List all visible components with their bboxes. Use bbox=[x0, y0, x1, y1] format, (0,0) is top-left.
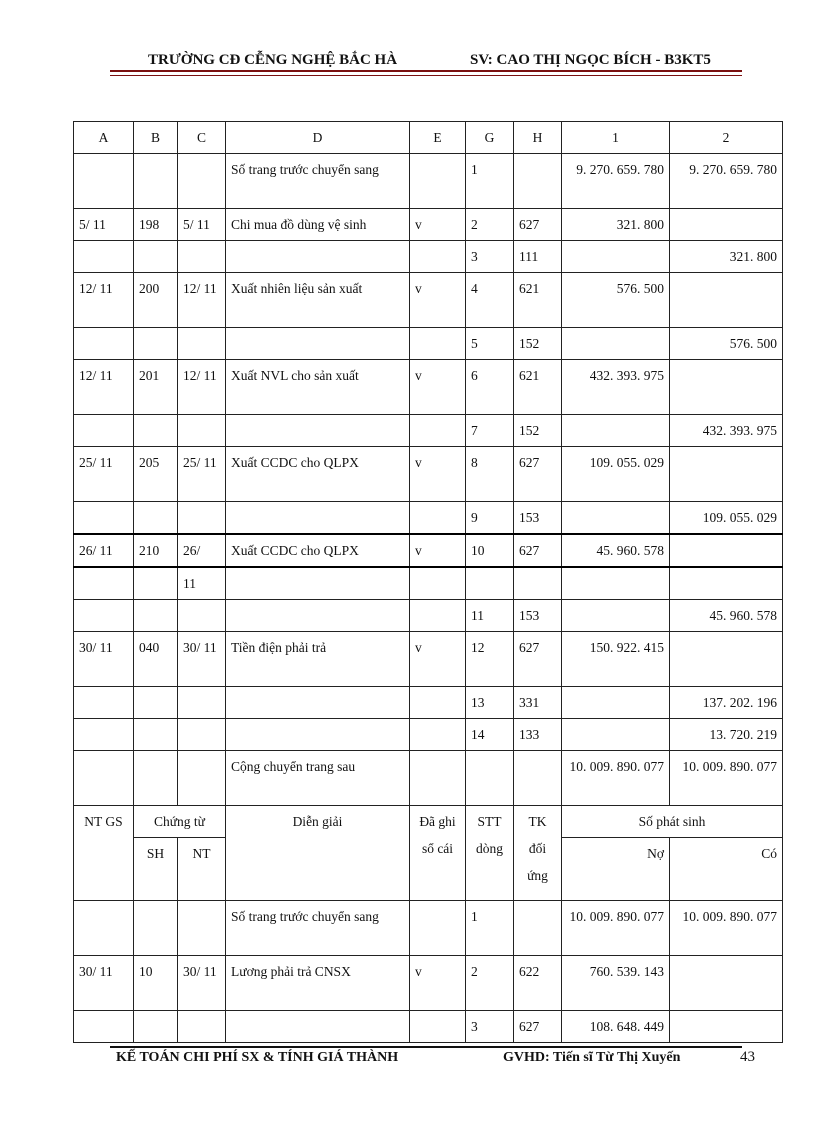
cell-line: 13 bbox=[466, 687, 514, 719]
cell-line: 1 bbox=[466, 154, 514, 209]
cell-line bbox=[466, 751, 514, 806]
header-row bbox=[74, 806, 783, 838]
cell-date bbox=[74, 600, 134, 632]
header-nt: NT bbox=[178, 838, 226, 901]
page-footer bbox=[110, 1050, 760, 1070]
cell-posted bbox=[410, 751, 466, 806]
cell-credit bbox=[670, 632, 783, 687]
cell-description: Lương phải trả CNSX bbox=[226, 956, 410, 1011]
cell-account: 153 bbox=[514, 600, 562, 632]
table-row bbox=[74, 209, 783, 241]
cell-line: 9 bbox=[466, 502, 514, 535]
column-code-row bbox=[74, 122, 783, 154]
col-code: E bbox=[410, 122, 466, 154]
header-so-phat-sinh: Số phát sinh bbox=[562, 806, 783, 838]
cell-credit: 321. 800 bbox=[670, 241, 783, 273]
cell-posted: v bbox=[410, 360, 466, 415]
cell-account bbox=[514, 567, 562, 600]
table-row bbox=[74, 600, 783, 632]
cell-line: 14 bbox=[466, 719, 514, 751]
cell-account bbox=[514, 751, 562, 806]
cell-debit: 150. 922. 415 bbox=[562, 632, 670, 687]
cell-posted: v bbox=[410, 273, 466, 328]
table-row bbox=[74, 719, 783, 751]
cell-number: 200 bbox=[134, 273, 178, 328]
header-rule bbox=[110, 70, 742, 72]
cell-account: 621 bbox=[514, 360, 562, 415]
table-row bbox=[74, 632, 783, 687]
cell-date bbox=[74, 687, 134, 719]
cell-debit bbox=[562, 415, 670, 447]
cell-account: 627 bbox=[514, 209, 562, 241]
cell-number bbox=[134, 154, 178, 209]
cell-number: 201 bbox=[134, 360, 178, 415]
table-row bbox=[74, 751, 783, 806]
cell-posted bbox=[410, 901, 466, 956]
page-number: 43 bbox=[740, 1049, 755, 1065]
ledger-table bbox=[73, 121, 783, 1043]
cell-posted bbox=[410, 502, 466, 535]
cell-posted bbox=[410, 719, 466, 751]
cell-description bbox=[226, 415, 410, 447]
table-row bbox=[74, 360, 783, 415]
cell-account: 627 bbox=[514, 632, 562, 687]
cell-credit bbox=[670, 447, 783, 502]
cell-doc-date bbox=[178, 328, 226, 360]
cell-posted bbox=[410, 241, 466, 273]
cell-debit: 432. 393. 975 bbox=[562, 360, 670, 415]
cell-line: 4 bbox=[466, 273, 514, 328]
header-dien-giai: Diễn giải bbox=[226, 806, 410, 901]
cell-debit: 321. 800 bbox=[562, 209, 670, 241]
cell-posted: v bbox=[410, 447, 466, 502]
cell-doc-date bbox=[178, 154, 226, 209]
student-name: SV: CAO THỊ NGỌC BÍCH - B3KT5 bbox=[470, 52, 711, 68]
cell-line: 11 bbox=[466, 600, 514, 632]
footer-rule bbox=[110, 1046, 742, 1048]
cell-doc-date: 30/ 11 bbox=[178, 632, 226, 687]
cell-doc-date bbox=[178, 600, 226, 632]
cell-doc-date bbox=[178, 502, 226, 535]
cell-description: Xuất nhiên liệu sản xuất bbox=[226, 273, 410, 328]
header-co: Có bbox=[670, 838, 783, 901]
cell-doc-date bbox=[178, 751, 226, 806]
cell-doc-date bbox=[178, 1011, 226, 1043]
cell-number bbox=[134, 901, 178, 956]
header-nt-gs: NT GS bbox=[74, 806, 134, 901]
cell-number bbox=[134, 567, 178, 600]
cell-number bbox=[134, 751, 178, 806]
cell-line: 2 bbox=[466, 209, 514, 241]
cell-debit: 10. 009. 890. 077 bbox=[562, 901, 670, 956]
school-name: TRƯỜNG CĐ CỄNG NGHỆ BẮC HÀ bbox=[148, 52, 398, 68]
table-row bbox=[74, 687, 783, 719]
table-row bbox=[74, 447, 783, 502]
header-chung-tu: Chứng từ bbox=[134, 806, 226, 838]
cell-account: 152 bbox=[514, 328, 562, 360]
cell-doc-date bbox=[178, 719, 226, 751]
cell-posted bbox=[410, 600, 466, 632]
col-code: C bbox=[178, 122, 226, 154]
cell-number: 040 bbox=[134, 632, 178, 687]
cell-description: Xuất CCDC cho QLPX bbox=[226, 447, 410, 502]
cell-account: 153 bbox=[514, 502, 562, 535]
cell-line: 1 bbox=[466, 901, 514, 956]
cell-posted: v bbox=[410, 534, 466, 567]
cell-doc-date: 30/ 11 bbox=[178, 956, 226, 1011]
cell-debit bbox=[562, 502, 670, 535]
cell-number bbox=[134, 719, 178, 751]
header-rule-thin bbox=[110, 75, 742, 76]
col-code: B bbox=[134, 122, 178, 154]
cell-number bbox=[134, 328, 178, 360]
cell-doc-date: 12/ 11 bbox=[178, 360, 226, 415]
cell-date bbox=[74, 1011, 134, 1043]
cell-number: 198 bbox=[134, 209, 178, 241]
table-row bbox=[74, 534, 783, 567]
col-code: A bbox=[74, 122, 134, 154]
cell-number bbox=[134, 241, 178, 273]
cell-date bbox=[74, 751, 134, 806]
cell-posted bbox=[410, 328, 466, 360]
cell-debit: 45. 960. 578 bbox=[562, 534, 670, 567]
cell-credit: 576. 500 bbox=[670, 328, 783, 360]
cell-account: 331 bbox=[514, 687, 562, 719]
cell-date: 12/ 11 bbox=[74, 360, 134, 415]
cell-account: 621 bbox=[514, 273, 562, 328]
cell-credit: 9. 270. 659. 780 bbox=[670, 154, 783, 209]
cell-date: 30/ 11 bbox=[74, 632, 134, 687]
cell-description: Tiền điện phải trả bbox=[226, 632, 410, 687]
cell-credit: 13. 720. 219 bbox=[670, 719, 783, 751]
cell-doc-date bbox=[178, 901, 226, 956]
cell-description bbox=[226, 567, 410, 600]
cell-line: 8 bbox=[466, 447, 514, 502]
cell-description bbox=[226, 1011, 410, 1043]
cell-line: 3 bbox=[466, 1011, 514, 1043]
cell-line: 7 bbox=[466, 415, 514, 447]
cell-description: Số trang trước chuyển sang bbox=[226, 901, 410, 956]
cell-credit bbox=[670, 1011, 783, 1043]
cell-credit: 45. 960. 578 bbox=[670, 600, 783, 632]
cell-line: 3 bbox=[466, 241, 514, 273]
col-code: D bbox=[226, 122, 410, 154]
cell-number bbox=[134, 600, 178, 632]
cell-line: 6 bbox=[466, 360, 514, 415]
col-code: H bbox=[514, 122, 562, 154]
cell-date: 5/ 11 bbox=[74, 209, 134, 241]
cell-debit: 9. 270. 659. 780 bbox=[562, 154, 670, 209]
header-no: Nợ bbox=[562, 838, 670, 901]
cell-date bbox=[74, 241, 134, 273]
cell-debit bbox=[562, 687, 670, 719]
cell-date bbox=[74, 502, 134, 535]
cell-account: 627 bbox=[514, 534, 562, 567]
cell-description bbox=[226, 600, 410, 632]
cell-posted bbox=[410, 415, 466, 447]
cell-description: Số trang trước chuyển sang bbox=[226, 154, 410, 209]
cell-account bbox=[514, 154, 562, 209]
table-row bbox=[74, 502, 783, 535]
cell-date: 30/ 11 bbox=[74, 956, 134, 1011]
cell-doc-date: 11 bbox=[178, 567, 226, 600]
cell-account: 627 bbox=[514, 1011, 562, 1043]
cell-credit bbox=[670, 567, 783, 600]
cell-date bbox=[74, 719, 134, 751]
table-row bbox=[74, 567, 783, 600]
cell-number: 205 bbox=[134, 447, 178, 502]
cell-debit: 109. 055. 029 bbox=[562, 447, 670, 502]
col-code: G bbox=[466, 122, 514, 154]
col-code: 1 bbox=[562, 122, 670, 154]
cell-account: 627 bbox=[514, 447, 562, 502]
cell-description: Chi mua đồ dùng vệ sinh bbox=[226, 209, 410, 241]
cell-debit: 576. 500 bbox=[562, 273, 670, 328]
cell-posted: v bbox=[410, 632, 466, 687]
cell-line bbox=[466, 567, 514, 600]
cell-date: 25/ 11 bbox=[74, 447, 134, 502]
cell-number bbox=[134, 502, 178, 535]
cell-credit bbox=[670, 956, 783, 1011]
cell-debit bbox=[562, 328, 670, 360]
cell-posted bbox=[410, 1011, 466, 1043]
cell-line: 5 bbox=[466, 328, 514, 360]
table-row bbox=[74, 1011, 783, 1043]
cell-debit bbox=[562, 567, 670, 600]
cell-number bbox=[134, 687, 178, 719]
cell-date bbox=[74, 901, 134, 956]
cell-line: 10 bbox=[466, 534, 514, 567]
cell-description bbox=[226, 719, 410, 751]
cell-date bbox=[74, 154, 134, 209]
cell-number bbox=[134, 415, 178, 447]
cell-credit: 137. 202. 196 bbox=[670, 687, 783, 719]
cell-description bbox=[226, 241, 410, 273]
cell-description: Xuất NVL cho sản xuất bbox=[226, 360, 410, 415]
cell-doc-date: 5/ 11 bbox=[178, 209, 226, 241]
cell-credit bbox=[670, 534, 783, 567]
cell-debit bbox=[562, 241, 670, 273]
table-row bbox=[74, 241, 783, 273]
cell-doc-date bbox=[178, 687, 226, 719]
cell-date: 26/ 11 bbox=[74, 534, 134, 567]
cell-credit: 10. 009. 890. 077 bbox=[670, 751, 783, 806]
cell-doc-date: 26/ bbox=[178, 534, 226, 567]
cell-debit bbox=[562, 600, 670, 632]
footer-supervisor: GVHD: Tiến sĩ Từ Thị Xuyến bbox=[503, 1050, 681, 1065]
cell-number bbox=[134, 1011, 178, 1043]
table-row bbox=[74, 154, 783, 209]
cell-doc-date bbox=[178, 241, 226, 273]
table-row bbox=[74, 415, 783, 447]
table-row bbox=[74, 273, 783, 328]
cell-doc-date: 12/ 11 bbox=[178, 273, 226, 328]
table-row bbox=[74, 901, 783, 956]
cell-posted: v bbox=[410, 956, 466, 1011]
page-header bbox=[110, 52, 742, 72]
cell-date bbox=[74, 415, 134, 447]
cell-debit: 108. 648. 449 bbox=[562, 1011, 670, 1043]
cell-line: 12 bbox=[466, 632, 514, 687]
table-row bbox=[74, 328, 783, 360]
cell-posted: v bbox=[410, 209, 466, 241]
cell-credit: 109. 055. 029 bbox=[670, 502, 783, 535]
header-sh: SH bbox=[134, 838, 178, 901]
cell-number: 10 bbox=[134, 956, 178, 1011]
cell-posted bbox=[410, 687, 466, 719]
cell-date: 12/ 11 bbox=[74, 273, 134, 328]
cell-doc-date bbox=[178, 415, 226, 447]
header-da-ghi: Đã ghi sổ cái bbox=[410, 806, 466, 901]
header-tk: TK đối ứng bbox=[514, 806, 562, 901]
footer-title: KẾ TOÁN CHI PHÍ SX & TÍNH GIÁ THÀNH bbox=[116, 1050, 399, 1065]
table-row bbox=[74, 956, 783, 1011]
cell-account: 111 bbox=[514, 241, 562, 273]
header-stt: STT dòng bbox=[466, 806, 514, 901]
cell-number: 210 bbox=[134, 534, 178, 567]
cell-posted bbox=[410, 567, 466, 600]
cell-posted bbox=[410, 154, 466, 209]
cell-account: 133 bbox=[514, 719, 562, 751]
cell-description: Xuất CCDC cho QLPX bbox=[226, 534, 410, 567]
col-code: 2 bbox=[670, 122, 783, 154]
cell-date bbox=[74, 567, 134, 600]
cell-description bbox=[226, 328, 410, 360]
cell-doc-date: 25/ 11 bbox=[178, 447, 226, 502]
cell-account: 152 bbox=[514, 415, 562, 447]
cell-account: 622 bbox=[514, 956, 562, 1011]
cell-credit: 10. 009. 890. 077 bbox=[670, 901, 783, 956]
cell-line: 2 bbox=[466, 956, 514, 1011]
cell-debit bbox=[562, 719, 670, 751]
cell-description bbox=[226, 687, 410, 719]
cell-credit bbox=[670, 273, 783, 328]
cell-description: Cộng chuyển trang sau bbox=[226, 751, 410, 806]
cell-date bbox=[74, 328, 134, 360]
cell-description bbox=[226, 502, 410, 535]
cell-account bbox=[514, 901, 562, 956]
cell-debit: 10. 009. 890. 077 bbox=[562, 751, 670, 806]
cell-debit: 760. 539. 143 bbox=[562, 956, 670, 1011]
cell-credit bbox=[670, 209, 783, 241]
cell-credit: 432. 393. 975 bbox=[670, 415, 783, 447]
cell-credit bbox=[670, 360, 783, 415]
